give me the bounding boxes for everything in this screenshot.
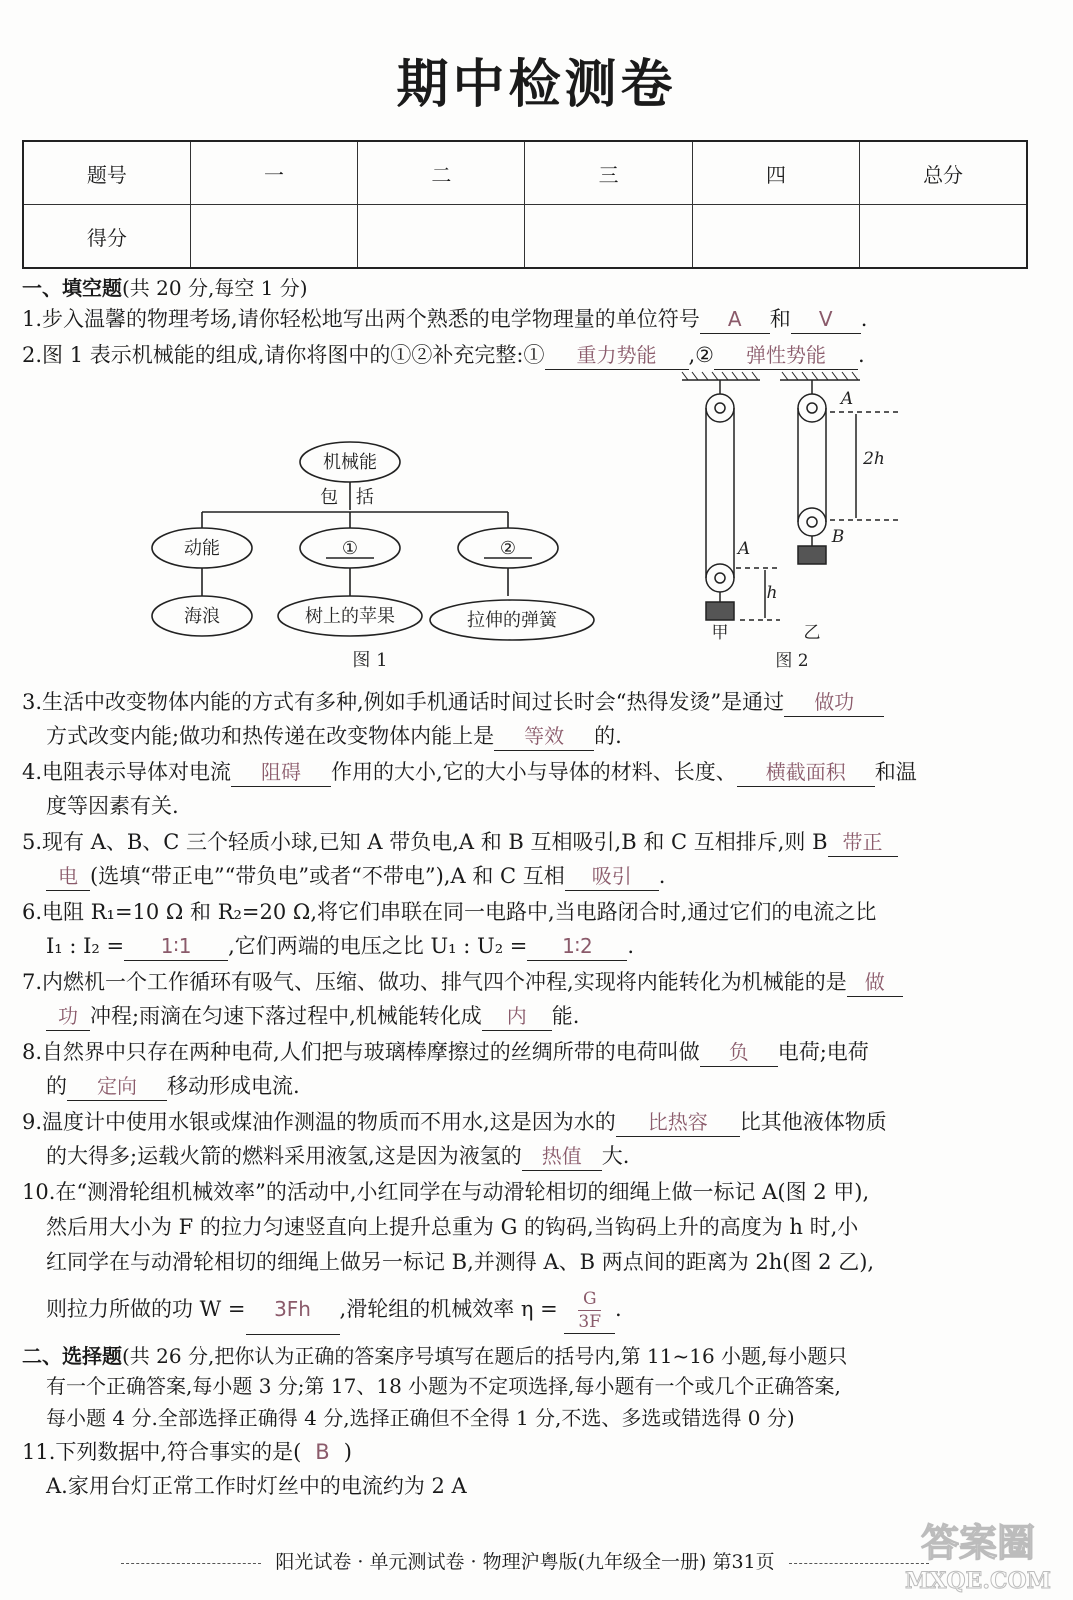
svg-text:MXQE.COM: MXQE.COM [904,1568,1052,1594]
answer-blank[interactable]: 阻碍 [231,758,331,787]
section2-instructions-3: 每小题 4 分.全部选择正确得 4 分,选择正确但不全得 1 分,不选、多选或错选得 0 分) [46,1406,795,1430]
question-9-line-2: 的大得多;运载火箭的燃料采用液氢,这是因为液氢的 热值 大. [46,1142,629,1171]
question-5-line-2: 电 (选填“带正电”“带负电”或者“不带电”),A 和 C 互相 吸引 . [46,862,665,891]
page-title: 期中检测卷 [396,54,677,115]
question-11: 11.下列数据中,符合事实的是( B ) [22,1440,352,1464]
cell-score-blank[interactable] [525,205,692,269]
section2-instructions-2: 有一个正确答案,每小题 3 分;第 17、18 小题为不定项选择,每小题有一个或几个正确答案, [46,1374,841,1398]
question-8-line-2: 的 定向 移动形成电流. [46,1072,300,1101]
cell-score-blank[interactable] [190,205,357,269]
score-table [22,140,1028,269]
question-3-line-2: 方式改变内能;做功和热传递在改变物体内能上是 等效 的. [46,722,622,751]
cell-score-blank[interactable] [860,205,1027,269]
question-8-line-1: 8.自然界中只存在两种电荷,人们把与玻璃棒摩擦过的丝绸所带的电荷叫做 负 电荷;电荷 [22,1038,869,1067]
question-1: 1.步入温馨的物理考场,请你轻松地写出两个熟悉的电学物理量的单位符号 A 和 V . [22,305,867,334]
answer-blank[interactable]: 比热容 [616,1108,740,1137]
cell-header: 二 [358,141,525,205]
question-4-line-2: 度等因素有关. [46,794,179,818]
score-table-header-row [23,141,1027,205]
answer-blank[interactable]: 重力势能 [545,341,689,370]
fig2-label-A: A [840,389,854,409]
question-5-line-1: 5.现有 A、B、C 三个轻质小球,已知 A 带负电,A 和 B 互相吸引,B 和 C 互相排斥,则 B 带正 [22,828,898,857]
fig2-label-h: h [766,583,778,603]
fig1-leaf: 树上的苹果 [305,606,395,627]
fig1-node: 动能 [184,538,220,559]
fig1-caption: 图 1 [352,650,388,671]
answer-choice[interactable]: B [315,1440,330,1464]
answer-blank[interactable]: 横截面积 [737,758,875,787]
question-10-line-3: 红同学在与动滑轮相切的细绳上做另一标记 B,并测得 A、B 两点间的距离为 2h(图 2 乙), [46,1250,875,1274]
answer-blank[interactable]: 做功 [784,688,884,717]
score-table-score-row [23,205,1027,269]
answer-blank[interactable]: 1∶2 [527,932,627,961]
answer-blank[interactable]: 等效 [494,722,594,751]
fig2-label-yi: 乙 [803,623,821,643]
answer-blank[interactable]: V [791,305,861,334]
cell-header: 三 [525,141,692,205]
fig2-label-jia: 甲 [711,623,729,643]
svg-text:答案圈: 答案圈 [920,1520,1036,1565]
answer-blank[interactable]: 负 [700,1038,778,1067]
fig2-label-2h: 2h [863,449,885,469]
answer-blank[interactable]: 吸引 [565,862,659,891]
question-3-line-1: 3.生活中改变物体内能的方式有多种,例如手机通话时间过长时会“热得发烫”是通过 做功 [22,688,884,717]
answer-blank[interactable]: 定向 [67,1072,167,1101]
watermark-logo [898,1508,1058,1598]
cell-header: 总分 [860,141,1027,205]
answer-blank[interactable]: 热值 [522,1142,602,1171]
answer-blank[interactable]: 内 [482,1002,552,1031]
cell-score-blank[interactable] [692,205,859,269]
cell-score-label: 得分 [23,205,190,269]
question-2: 2.图 1 表示机械能的组成,请你将图中的①②补充完整:① 重力势能 ,② 弹性势能 . [22,341,865,370]
answer-blank[interactable]: A [700,305,770,334]
question-9-line-1: 9.温度计中使用水银或煤油作测温的物质而不用水,这是因为水的 比热容 比其他液体物质 [22,1108,887,1137]
answer-blank[interactable]: 功 [46,1002,90,1031]
cell-score-blank[interactable] [358,205,525,269]
fig2-caption: 图 2 [775,651,809,671]
fig1-node: ② [499,538,517,559]
cell-header: 题号 [23,141,190,205]
question-4-line-1: 4.电阻表示导体对电流 阻碍 作用的大小,它的大小与导体的材料、长度、 横截面积 和温 [22,758,917,787]
answer-fraction[interactable]: $\frac{G}{3F}$ [564,1288,615,1334]
fig2-label-B: B [831,527,845,547]
question-6-line-1: 6.电阻 R₁=10 Ω 和 R₂=20 Ω,将它们串联在同一电路中,当电路闭合时,通过它们的电流之比 [22,900,877,924]
answer-blank[interactable]: 带正 [828,828,898,857]
answer-blank[interactable]: 弹性势能 [714,341,858,370]
fig1-node: ① [341,538,359,559]
question-6-line-2: I₁ : I₂ = 1∶1 ,它们两端的电压之比 U₁ : U₂ = 1∶2 . [46,932,634,961]
question-11-option-a[interactable]: A.家用台灯正常工作时灯丝中的电流约为 2 A [46,1474,467,1498]
fig1-root: 机械能 [323,452,377,473]
page-footer: 阳光试卷 · 单元测试卷 · 物理沪粤版(九年级全一册) 第31页 [22,1547,1028,1574]
answer-blank[interactable]: 做 [847,968,903,997]
figures [140,370,920,680]
figure-2 [682,372,900,620]
fig1-leaf: 海浪 [184,606,220,627]
section2-heading: 二、选择题(共 26 分,把你认为正确的答案序号填写在题后的括号内,第 11~16 小题,每小题只 [22,1344,848,1368]
answer-blank[interactable]: 电 [46,862,90,891]
fig1-link: 包 括 [320,487,380,508]
question-10-line-1: 10.在“测滑轮组机械效率”的活动中,小红同学在与动滑轮相切的细绳上做一标记 A(图 2 甲), [22,1180,870,1204]
question-10-line-2: 然后用大小为 F 的拉力匀速竖直向上提升总重为 G 的钩码,当钩码上升的高度为 h 时,小 [46,1215,859,1239]
cell-header: 一 [190,141,357,205]
cell-header: 四 [692,141,859,205]
section1-heading: 一、填空题(共 20 分,每空 1 分) [22,276,308,300]
fig1-leaf: 拉伸的弹簧 [467,610,557,631]
answer-blank[interactable]: 3Fh [246,1284,340,1335]
question-10-line-4: 则拉力所做的功 W = 3Fh ,滑轮组的机械效率 η = $\frac{G}{3F}$ . [46,1284,622,1335]
question-7-line-1: 7.内燃机一个工作循环有吸气、压缩、做功、排气四个冲程,实现将内能转化为机械能的是 做 [22,968,903,997]
question-7-line-2: 功 冲程;雨滴在匀速下落过程中,机械能转化成 内 能. [46,1002,579,1031]
fig2-label-A: A [737,539,751,559]
answer-blank[interactable]: 1∶1 [124,932,228,961]
